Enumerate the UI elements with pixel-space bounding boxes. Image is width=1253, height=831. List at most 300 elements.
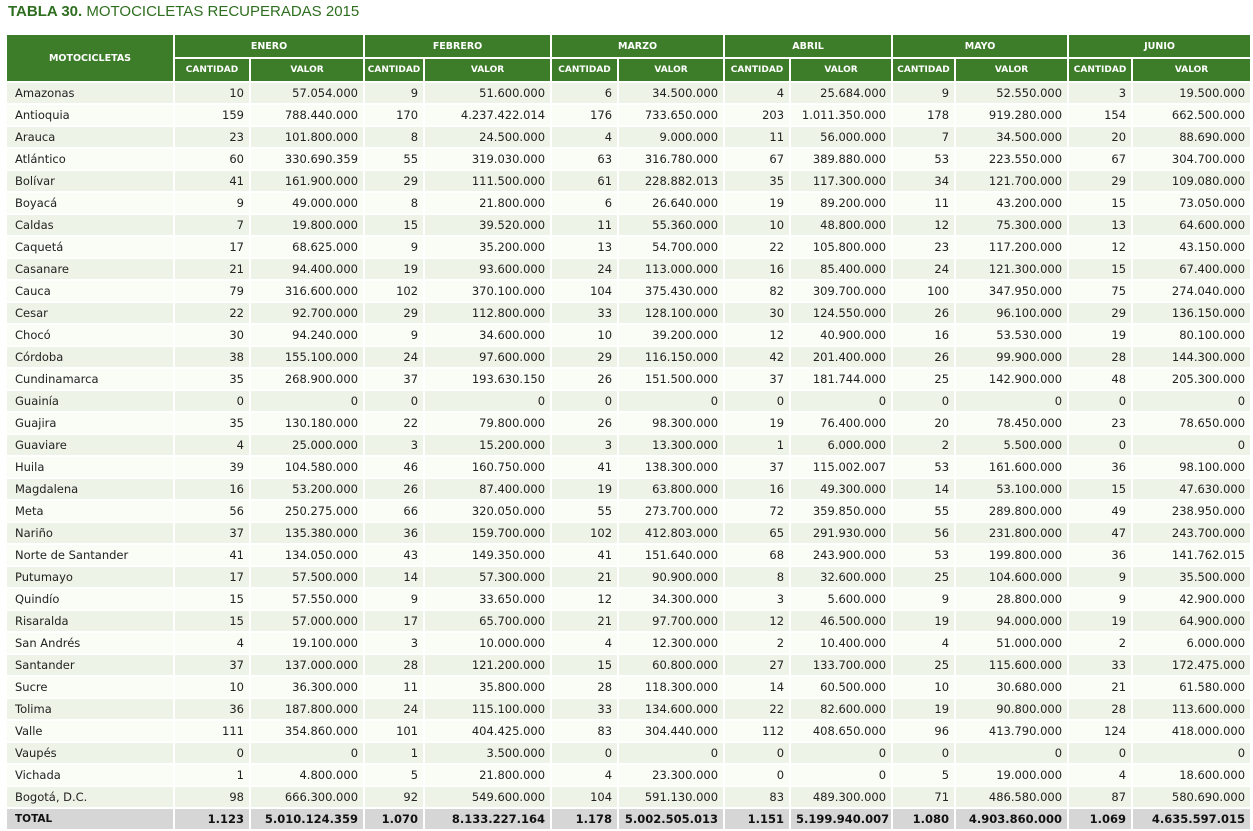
valor-cell: 82.600.000 — [791, 699, 893, 721]
cantidad-cell: 28 — [1069, 699, 1133, 721]
cantidad-cell: 0 — [175, 391, 251, 413]
valor-cell: 105.800.000 — [791, 237, 893, 259]
valor-cell: 5.199.940.007 — [791, 809, 893, 831]
table-row — [7, 611, 1250, 633]
cantidad-cell: 26 — [552, 413, 619, 435]
cantidad-cell: 11 — [725, 127, 791, 149]
cantidad-cell: 15 — [175, 611, 251, 633]
valor-cell: 56.000.000 — [791, 127, 893, 149]
table-row — [7, 171, 1250, 193]
valor-cell: 666.300.000 — [251, 787, 365, 809]
valor-cell: 6.000.000 — [791, 435, 893, 457]
valor-cell: 330.690.359 — [251, 149, 365, 171]
department-name: Huila — [7, 457, 175, 479]
table-title — [8, 1, 359, 23]
cantidad-cell: 15 — [365, 215, 425, 237]
cantidad-cell: 16 — [725, 259, 791, 281]
department-name: Norte de Santander — [7, 545, 175, 567]
valor-cell: 228.882.013 — [619, 171, 725, 193]
department-name: Quindío — [7, 589, 175, 611]
valor-cell: 486.580.000 — [956, 787, 1069, 809]
valor-cell: 172.475.000 — [1133, 655, 1250, 677]
cantidad-cell: 101 — [365, 721, 425, 743]
cantidad-cell: 0 — [725, 391, 791, 413]
valor-cell: 63.800.000 — [619, 479, 725, 501]
cantidad-cell: 56 — [175, 501, 251, 523]
valor-cell: 98.300.000 — [619, 413, 725, 435]
cantidad-cell: 6 — [552, 83, 619, 105]
valor-cell: 418.000.000 — [1133, 721, 1250, 743]
valor-cell: 89.200.000 — [791, 193, 893, 215]
department-name: Vaupés — [7, 743, 175, 765]
valor-cell: 24.500.000 — [425, 127, 552, 149]
table-row — [7, 677, 1250, 699]
valor-cell: 52.550.000 — [956, 83, 1069, 105]
department-name: Bogotá, D.C. — [7, 787, 175, 809]
cantidad-cell: 4 — [552, 765, 619, 787]
cantidad-cell: 15 — [1069, 479, 1133, 501]
cantidad-cell: 1 — [725, 435, 791, 457]
cantidad-cell: 14 — [365, 567, 425, 589]
cantidad-cell: 0 — [552, 743, 619, 765]
cantidad-cell: 0 — [1069, 391, 1133, 413]
valor-cell: 104.580.000 — [251, 457, 365, 479]
cantidad-cell: 8 — [365, 127, 425, 149]
valor-cell: 370.100.000 — [425, 281, 552, 303]
cantidad-cell: 38 — [175, 347, 251, 369]
valor-cell: 46.500.000 — [791, 611, 893, 633]
cantidad-cell: 11 — [552, 215, 619, 237]
valor-cell: 64.600.000 — [1133, 215, 1250, 237]
valor-cell: 30.680.000 — [956, 677, 1069, 699]
cantidad-cell: 28 — [365, 655, 425, 677]
valor-cell: 97.600.000 — [425, 347, 552, 369]
cantidad-cell: 15 — [175, 589, 251, 611]
cantidad-header: CANTIDAD — [175, 59, 251, 83]
cantidad-cell: 9 — [365, 325, 425, 347]
cantidad-cell: 0 — [175, 743, 251, 765]
department-name: San Andrés — [7, 633, 175, 655]
valor-cell: 5.500.000 — [956, 435, 1069, 457]
valor-cell: 121.200.000 — [425, 655, 552, 677]
cantidad-cell: 1.080 — [893, 809, 956, 831]
valor-cell: 231.800.000 — [956, 523, 1069, 545]
cantidad-cell: 9 — [1069, 589, 1133, 611]
cantidad-cell: 21 — [552, 567, 619, 589]
cantidad-cell: 20 — [893, 413, 956, 435]
cantidad-cell: 8 — [725, 567, 791, 589]
valor-cell: 0 — [1133, 391, 1250, 413]
cantidad-cell: 4 — [175, 633, 251, 655]
valor-cell: 104.600.000 — [956, 567, 1069, 589]
valor-cell: 289.800.000 — [956, 501, 1069, 523]
cantidad-cell: 9 — [893, 83, 956, 105]
cantidad-cell: 72 — [725, 501, 791, 523]
cantidad-cell: 22 — [175, 303, 251, 325]
cantidad-cell: 102 — [365, 281, 425, 303]
valor-cell: 134.600.000 — [619, 699, 725, 721]
valor-cell: 21.800.000 — [425, 193, 552, 215]
cantidad-cell: 3 — [552, 435, 619, 457]
valor-cell: 130.180.000 — [251, 413, 365, 435]
cantidad-cell: 42 — [725, 347, 791, 369]
valor-cell: 121.300.000 — [956, 259, 1069, 281]
valor-cell: 4.237.422.014 — [425, 105, 552, 127]
valor-cell: 39.520.000 — [425, 215, 552, 237]
valor-cell: 78.650.000 — [1133, 413, 1250, 435]
valor-cell: 549.600.000 — [425, 787, 552, 809]
cantidad-cell: 20 — [1069, 127, 1133, 149]
valor-cell: 9.000.000 — [619, 127, 725, 149]
cantidad-cell: 28 — [552, 677, 619, 699]
cantidad-cell: 10 — [725, 215, 791, 237]
department-name: Putumayo — [7, 567, 175, 589]
cantidad-cell: 83 — [552, 721, 619, 743]
cantidad-cell: 33 — [1069, 655, 1133, 677]
valor-cell: 316.600.000 — [251, 281, 365, 303]
valor-cell: 223.550.000 — [956, 149, 1069, 171]
table-header — [7, 35, 1250, 83]
valor-cell: 304.700.000 — [1133, 149, 1250, 171]
cantidad-cell: 3 — [365, 435, 425, 457]
table-row — [7, 699, 1250, 721]
cantidad-cell: 35 — [175, 413, 251, 435]
cantidad-cell: 48 — [1069, 369, 1133, 391]
cantidad-cell: 23 — [893, 237, 956, 259]
table-row — [7, 523, 1250, 545]
valor-cell: 136.150.000 — [1133, 303, 1250, 325]
cantidad-cell: 83 — [725, 787, 791, 809]
cantidad-cell: 9 — [893, 589, 956, 611]
table-row — [7, 193, 1250, 215]
valor-cell: 76.400.000 — [791, 413, 893, 435]
valor-cell: 88.690.000 — [1133, 127, 1250, 149]
cantidad-cell: 4 — [552, 127, 619, 149]
cantidad-cell: 26 — [893, 303, 956, 325]
valor-cell: 49.000.000 — [251, 193, 365, 215]
valor-cell: 3.500.000 — [425, 743, 552, 765]
valor-cell: 413.790.000 — [956, 721, 1069, 743]
cantidad-cell: 124 — [1069, 721, 1133, 743]
cantidad-cell: 9 — [175, 193, 251, 215]
valor-cell: 68.625.000 — [251, 237, 365, 259]
valor-cell: 159.700.000 — [425, 523, 552, 545]
valor-cell: 57.550.000 — [251, 589, 365, 611]
cantidad-cell: 55 — [365, 149, 425, 171]
valor-cell: 161.600.000 — [956, 457, 1069, 479]
valor-cell: 51.000.000 — [956, 633, 1069, 655]
valor-cell: 117.300.000 — [791, 171, 893, 193]
table-row — [7, 457, 1250, 479]
cantidad-cell: 21 — [1069, 677, 1133, 699]
table-row — [7, 325, 1250, 347]
cantidad-cell: 61 — [552, 171, 619, 193]
cantidad-cell: 4 — [725, 83, 791, 105]
valor-cell: 36.300.000 — [251, 677, 365, 699]
cantidad-cell: 23 — [175, 127, 251, 149]
department-name: Bolívar — [7, 171, 175, 193]
cantidad-cell: 21 — [175, 259, 251, 281]
cantidad-cell: 4 — [175, 435, 251, 457]
valor-cell: 4.800.000 — [251, 765, 365, 787]
valor-cell: 389.880.000 — [791, 149, 893, 171]
valor-cell: 124.550.000 — [791, 303, 893, 325]
cantidad-cell: 7 — [893, 127, 956, 149]
cantidad-cell: 9 — [365, 83, 425, 105]
valor-cell: 788.440.000 — [251, 105, 365, 127]
table-row — [7, 545, 1250, 567]
cantidad-cell: 29 — [1069, 171, 1133, 193]
valor-cell: 359.850.000 — [791, 501, 893, 523]
cantidad-cell: 23 — [1069, 413, 1133, 435]
valor-cell: 0 — [619, 391, 725, 413]
cantidad-cell: 12 — [1069, 237, 1133, 259]
cantidad-cell: 2 — [893, 435, 956, 457]
cantidad-cell: 1.069 — [1069, 809, 1133, 831]
cantidad-cell: 0 — [725, 743, 791, 765]
table-row — [7, 787, 1250, 809]
cantidad-cell: 11 — [365, 677, 425, 699]
valor-cell: 25.000.000 — [251, 435, 365, 457]
cantidad-cell: 16 — [175, 479, 251, 501]
cantidad-cell: 36 — [1069, 545, 1133, 567]
cantidad-cell: 14 — [725, 677, 791, 699]
cantidad-cell: 159 — [175, 105, 251, 127]
total-label: TOTAL — [7, 809, 175, 831]
cantidad-header: CANTIDAD — [725, 59, 791, 83]
cantidad-cell: 65 — [725, 523, 791, 545]
cantidad-cell: 21 — [552, 611, 619, 633]
cantidad-cell: 100 — [893, 281, 956, 303]
valor-cell: 113.000.000 — [619, 259, 725, 281]
valor-cell: 19.800.000 — [251, 215, 365, 237]
cantidad-cell: 37 — [725, 457, 791, 479]
cantidad-cell: 10 — [175, 677, 251, 699]
cantidad-cell: 0 — [725, 765, 791, 787]
valor-cell: 187.800.000 — [251, 699, 365, 721]
valor-cell: 34.300.000 — [619, 589, 725, 611]
valor-cell: 591.130.000 — [619, 787, 725, 809]
cantidad-cell: 0 — [552, 391, 619, 413]
valor-cell: 347.950.000 — [956, 281, 1069, 303]
valor-cell: 26.640.000 — [619, 193, 725, 215]
valor-cell: 0 — [251, 743, 365, 765]
valor-cell: 42.900.000 — [1133, 589, 1250, 611]
table-row — [7, 259, 1250, 281]
valor-cell: 85.400.000 — [791, 259, 893, 281]
cantidad-cell: 26 — [365, 479, 425, 501]
valor-cell: 78.450.000 — [956, 413, 1069, 435]
table-row — [7, 655, 1250, 677]
month-header-mayo: MAYO — [893, 35, 1069, 59]
valor-cell: 112.800.000 — [425, 303, 552, 325]
cantidad-cell: 13 — [1069, 215, 1133, 237]
valor-cell: 34.500.000 — [956, 127, 1069, 149]
table-row — [7, 105, 1250, 127]
cantidad-cell: 1.178 — [552, 809, 619, 831]
month-header-marzo: MARZO — [552, 35, 725, 59]
cantidad-header: CANTIDAD — [893, 59, 956, 83]
cantidad-cell: 82 — [725, 281, 791, 303]
cantidad-cell: 3 — [725, 589, 791, 611]
valor-cell: 92.700.000 — [251, 303, 365, 325]
valor-cell: 135.380.000 — [251, 523, 365, 545]
cantidad-cell: 46 — [365, 457, 425, 479]
valor-cell: 273.700.000 — [619, 501, 725, 523]
cantidad-cell: 96 — [893, 721, 956, 743]
department-name: Caldas — [7, 215, 175, 237]
cantidad-cell: 15 — [552, 655, 619, 677]
valor-cell: 4.635.597.015 — [1133, 809, 1250, 831]
cantidad-cell: 30 — [725, 303, 791, 325]
cantidad-cell: 39 — [175, 457, 251, 479]
valor-cell: 47.630.000 — [1133, 479, 1250, 501]
cantidad-cell: 67 — [1069, 149, 1133, 171]
valor-cell: 320.050.000 — [425, 501, 552, 523]
valor-cell: 60.500.000 — [791, 677, 893, 699]
valor-cell: 138.300.000 — [619, 457, 725, 479]
valor-cell: 18.600.000 — [1133, 765, 1250, 787]
cantidad-cell: 1.151 — [725, 809, 791, 831]
valor-cell: 51.600.000 — [425, 83, 552, 105]
cantidad-cell: 176 — [552, 105, 619, 127]
cantidad-cell: 7 — [175, 215, 251, 237]
cantidad-cell: 41 — [175, 171, 251, 193]
cantidad-cell: 79 — [175, 281, 251, 303]
valor-cell: 412.803.000 — [619, 523, 725, 545]
cantidad-cell: 22 — [725, 699, 791, 721]
table-row — [7, 149, 1250, 171]
department-name: Valle — [7, 721, 175, 743]
cantidad-cell: 36 — [175, 699, 251, 721]
department-name: Casanare — [7, 259, 175, 281]
month-header-junio: JUNIO — [1069, 35, 1250, 59]
cantidad-cell: 66 — [365, 501, 425, 523]
valor-cell: 316.780.000 — [619, 149, 725, 171]
valor-cell: 155.100.000 — [251, 347, 365, 369]
valor-cell: 97.700.000 — [619, 611, 725, 633]
cantidad-header: CANTIDAD — [365, 59, 425, 83]
valor-cell: 0 — [251, 391, 365, 413]
valor-cell: 23.300.000 — [619, 765, 725, 787]
cantidad-cell: 203 — [725, 105, 791, 127]
cantidad-cell: 154 — [1069, 105, 1133, 127]
cantidad-cell: 170 — [365, 105, 425, 127]
valor-cell: 243.900.000 — [791, 545, 893, 567]
cantidad-cell: 26 — [893, 347, 956, 369]
department-name: Córdoba — [7, 347, 175, 369]
cantidad-cell: 37 — [175, 523, 251, 545]
valor-cell: 75.300.000 — [956, 215, 1069, 237]
valor-cell: 49.300.000 — [791, 479, 893, 501]
valor-cell: 55.360.000 — [619, 215, 725, 237]
valor-cell: 116.150.000 — [619, 347, 725, 369]
valor-cell: 21.800.000 — [425, 765, 552, 787]
table-row — [7, 281, 1250, 303]
month-header-abril: ABRIL — [725, 35, 893, 59]
cantidad-cell: 68 — [725, 545, 791, 567]
valor-cell: 12.300.000 — [619, 633, 725, 655]
valor-cell: 80.100.000 — [1133, 325, 1250, 347]
row-header-cell: MOTOCICLETAS — [7, 35, 175, 83]
cantidad-cell: 35 — [175, 369, 251, 391]
valor-header: VALOR — [619, 59, 725, 83]
cantidad-cell: 29 — [552, 347, 619, 369]
table-number: TABLA 30. — [8, 3, 83, 20]
valor-cell: 489.300.000 — [791, 787, 893, 809]
valor-cell: 35.200.000 — [425, 237, 552, 259]
valor-cell: 19.100.000 — [251, 633, 365, 655]
valor-cell: 919.280.000 — [956, 105, 1069, 127]
table-body — [7, 83, 1250, 831]
cantidad-cell: 17 — [175, 567, 251, 589]
valor-cell: 10.400.000 — [791, 633, 893, 655]
table-row — [7, 215, 1250, 237]
valor-cell: 53.100.000 — [956, 479, 1069, 501]
valor-cell: 0 — [619, 743, 725, 765]
valor-cell: 35.500.000 — [1133, 567, 1250, 589]
cantidad-cell: 19 — [893, 611, 956, 633]
department-name: Tolima — [7, 699, 175, 721]
cantidad-cell: 36 — [1069, 457, 1133, 479]
cantidad-cell: 1.070 — [365, 809, 425, 831]
cantidad-cell: 33 — [552, 699, 619, 721]
cantidad-cell: 41 — [175, 545, 251, 567]
cantidad-cell: 16 — [893, 325, 956, 347]
valor-cell: 250.275.000 — [251, 501, 365, 523]
cantidad-cell: 24 — [365, 347, 425, 369]
cantidad-cell: 24 — [365, 699, 425, 721]
department-name: Caquetá — [7, 237, 175, 259]
valor-cell: 268.900.000 — [251, 369, 365, 391]
valor-cell: 94.240.000 — [251, 325, 365, 347]
table-row — [7, 567, 1250, 589]
cantidad-cell: 19 — [725, 413, 791, 435]
valor-cell: 90.900.000 — [619, 567, 725, 589]
valor-cell: 67.400.000 — [1133, 259, 1250, 281]
cantidad-cell: 19 — [725, 193, 791, 215]
cantidad-cell: 19 — [1069, 325, 1133, 347]
valor-cell: 115.600.000 — [956, 655, 1069, 677]
cantidad-cell: 0 — [1069, 435, 1133, 457]
cantidad-cell: 71 — [893, 787, 956, 809]
valor-cell: 199.800.000 — [956, 545, 1069, 567]
cantidad-cell: 19 — [365, 259, 425, 281]
cantidad-cell: 19 — [552, 479, 619, 501]
valor-cell: 151.640.000 — [619, 545, 725, 567]
cantidad-cell: 102 — [552, 523, 619, 545]
cantidad-cell: 53 — [893, 457, 956, 479]
cantidad-cell: 12 — [552, 589, 619, 611]
cantidad-cell: 3 — [1069, 83, 1133, 105]
cantidad-cell: 41 — [552, 545, 619, 567]
valor-cell: 319.030.000 — [425, 149, 552, 171]
cantidad-cell: 15 — [1069, 259, 1133, 281]
valor-cell: 274.040.000 — [1133, 281, 1250, 303]
valor-cell: 193.630.150 — [425, 369, 552, 391]
cantidad-cell: 5 — [365, 765, 425, 787]
cantidad-cell: 55 — [893, 501, 956, 523]
valor-cell: 10.000.000 — [425, 633, 552, 655]
valor-cell: 243.700.000 — [1133, 523, 1250, 545]
cantidad-cell: 53 — [893, 149, 956, 171]
cantidad-cell: 111 — [175, 721, 251, 743]
valor-cell: 57.000.000 — [251, 611, 365, 633]
cantidad-cell: 26 — [552, 369, 619, 391]
department-name: Risaralda — [7, 611, 175, 633]
table-row — [7, 369, 1250, 391]
table-row — [7, 743, 1250, 765]
